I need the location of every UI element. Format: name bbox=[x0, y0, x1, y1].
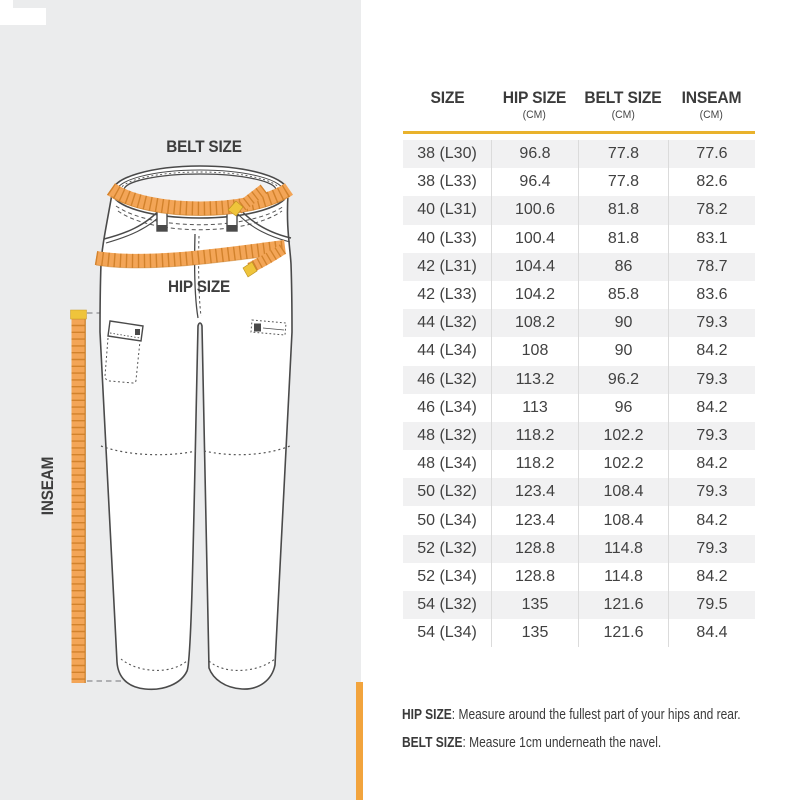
table-cell: 104.4 bbox=[491, 253, 578, 281]
inseam-measuring-tape bbox=[71, 310, 87, 683]
table-cell: 121.6 bbox=[578, 591, 668, 619]
size-table bbox=[403, 88, 755, 647]
table-cell: 38 (L33) bbox=[417, 173, 477, 191]
table-cell: 38 (L30) bbox=[417, 145, 477, 163]
table-cell: 79.5 bbox=[668, 591, 755, 619]
table-cell: 84.2 bbox=[668, 337, 755, 365]
table-cell: 100.4 bbox=[491, 225, 578, 253]
table-cell: 128.8 bbox=[491, 563, 578, 591]
table-row bbox=[403, 450, 755, 478]
table-cell: 108.2 bbox=[491, 309, 578, 337]
table-cell: 113.2 bbox=[491, 366, 578, 394]
table-cell: 108.4 bbox=[578, 506, 668, 534]
table-cell: 85.8 bbox=[578, 281, 668, 309]
table-cell: 48 (L32) bbox=[417, 426, 477, 444]
table-cell: 123.4 bbox=[491, 506, 578, 534]
table-cell: 78.7 bbox=[668, 253, 755, 281]
table-cell: 40 (L33) bbox=[417, 229, 477, 247]
table-cell: 108 bbox=[491, 337, 578, 365]
table-cell: 50 (L34) bbox=[417, 511, 477, 529]
table-cell: 118.2 bbox=[491, 422, 578, 450]
table-cell: 113 bbox=[491, 394, 578, 422]
table-cell: 42 (L33) bbox=[417, 286, 477, 304]
table-cell: 44 (L32) bbox=[417, 314, 477, 332]
table-cell: 114.8 bbox=[578, 535, 668, 563]
header-size: SIZE bbox=[429, 88, 465, 107]
measurement-diagram-panel bbox=[0, 0, 361, 800]
table-cell: 46 (L32) bbox=[417, 370, 477, 388]
table-cell: 83.1 bbox=[668, 225, 755, 253]
table-row bbox=[403, 535, 755, 563]
table-cell: 42 (L31) bbox=[417, 257, 477, 275]
table-cell: 77.8 bbox=[578, 140, 668, 168]
table-cell: 77.8 bbox=[578, 168, 668, 196]
table-cell: 79.3 bbox=[668, 478, 755, 506]
table-cell: 128.8 bbox=[491, 535, 578, 563]
table-cell: 84.4 bbox=[668, 619, 755, 647]
table-cell: 90 bbox=[578, 309, 668, 337]
table-row bbox=[403, 591, 755, 619]
table-row bbox=[403, 563, 755, 591]
table-cell: 52 (L34) bbox=[417, 567, 477, 585]
table-cell: 79.3 bbox=[668, 422, 755, 450]
pants-diagram bbox=[0, 0, 361, 800]
table-cell: 83.6 bbox=[668, 281, 755, 309]
table-cell: 135 bbox=[491, 591, 578, 619]
table-cell: 52 (L32) bbox=[417, 539, 477, 557]
measurement-notes bbox=[402, 701, 741, 757]
table-row bbox=[403, 225, 755, 253]
table-row bbox=[403, 196, 755, 224]
header-inseam: INSEAM (CM) bbox=[681, 88, 742, 121]
table-cell: 84.2 bbox=[668, 506, 755, 534]
footer-accent-bar bbox=[356, 682, 363, 800]
table-cell: 135 bbox=[491, 619, 578, 647]
size-table-header bbox=[403, 88, 755, 134]
table-cell: 96.2 bbox=[578, 366, 668, 394]
table-cell: 84.2 bbox=[668, 450, 755, 478]
table-cell: 121.6 bbox=[578, 619, 668, 647]
table-cell: 114.8 bbox=[578, 563, 668, 591]
table-cell: 84.2 bbox=[668, 563, 755, 591]
table-row bbox=[403, 140, 755, 168]
table-cell: 123.4 bbox=[491, 478, 578, 506]
table-cell: 108.4 bbox=[578, 478, 668, 506]
table-cell: 96.8 bbox=[491, 140, 578, 168]
table-row bbox=[403, 619, 755, 647]
table-cell: 79.3 bbox=[668, 535, 755, 563]
table-cell: 50 (L32) bbox=[417, 483, 477, 501]
table-cell: 79.3 bbox=[668, 366, 755, 394]
table-cell: 78.2 bbox=[668, 196, 755, 224]
table-cell: 81.8 bbox=[578, 225, 668, 253]
table-cell: 82.6 bbox=[668, 168, 755, 196]
corner-artifact bbox=[0, 0, 13, 25]
belt-size-note: BELT SIZE: Measure 1cm underneath the navel. bbox=[402, 734, 662, 751]
table-cell: 86 bbox=[578, 253, 668, 281]
table-row bbox=[403, 366, 755, 394]
header-hip-size: HIP SIZE (CM) bbox=[502, 88, 567, 121]
table-cell: 100.6 bbox=[491, 196, 578, 224]
table-cell: 102.2 bbox=[578, 422, 668, 450]
corner-artifact bbox=[13, 8, 46, 25]
table-cell: 54 (L32) bbox=[417, 596, 477, 614]
table-row bbox=[403, 253, 755, 281]
table-row bbox=[403, 394, 755, 422]
hip-size-note: HIP SIZE: Measure around the fullest part of your hips and rear. bbox=[402, 706, 741, 723]
table-row bbox=[403, 337, 755, 365]
table-cell: 40 (L31) bbox=[417, 201, 477, 219]
size-table-rows bbox=[403, 140, 755, 647]
table-cell: 77.6 bbox=[668, 140, 755, 168]
table-row bbox=[403, 422, 755, 450]
table-row bbox=[403, 506, 755, 534]
table-cell: 46 (L34) bbox=[417, 398, 477, 416]
table-row bbox=[403, 281, 755, 309]
table-cell: 104.2 bbox=[491, 281, 578, 309]
table-cell: 54 (L34) bbox=[417, 624, 477, 642]
table-cell: 84.2 bbox=[668, 394, 755, 422]
table-cell: 102.2 bbox=[578, 450, 668, 478]
table-row bbox=[403, 478, 755, 506]
header-belt-size: BELT SIZE (CM) bbox=[584, 88, 662, 121]
table-cell: 96.4 bbox=[491, 168, 578, 196]
table-cell: 48 (L34) bbox=[417, 455, 477, 473]
table-row bbox=[403, 168, 755, 196]
table-cell: 118.2 bbox=[491, 450, 578, 478]
table-cell: 44 (L34) bbox=[417, 342, 477, 360]
table-cell: 90 bbox=[578, 337, 668, 365]
inseam-label: INSEAM bbox=[38, 456, 57, 516]
table-row bbox=[403, 309, 755, 337]
inseam-tape-cap bbox=[71, 310, 87, 319]
hip-size-label: HIP SIZE bbox=[167, 277, 231, 296]
table-cell: 96 bbox=[578, 394, 668, 422]
table-cell: 81.8 bbox=[578, 196, 668, 224]
belt-size-label: BELT SIZE bbox=[166, 137, 242, 156]
table-cell: 79.3 bbox=[668, 309, 755, 337]
